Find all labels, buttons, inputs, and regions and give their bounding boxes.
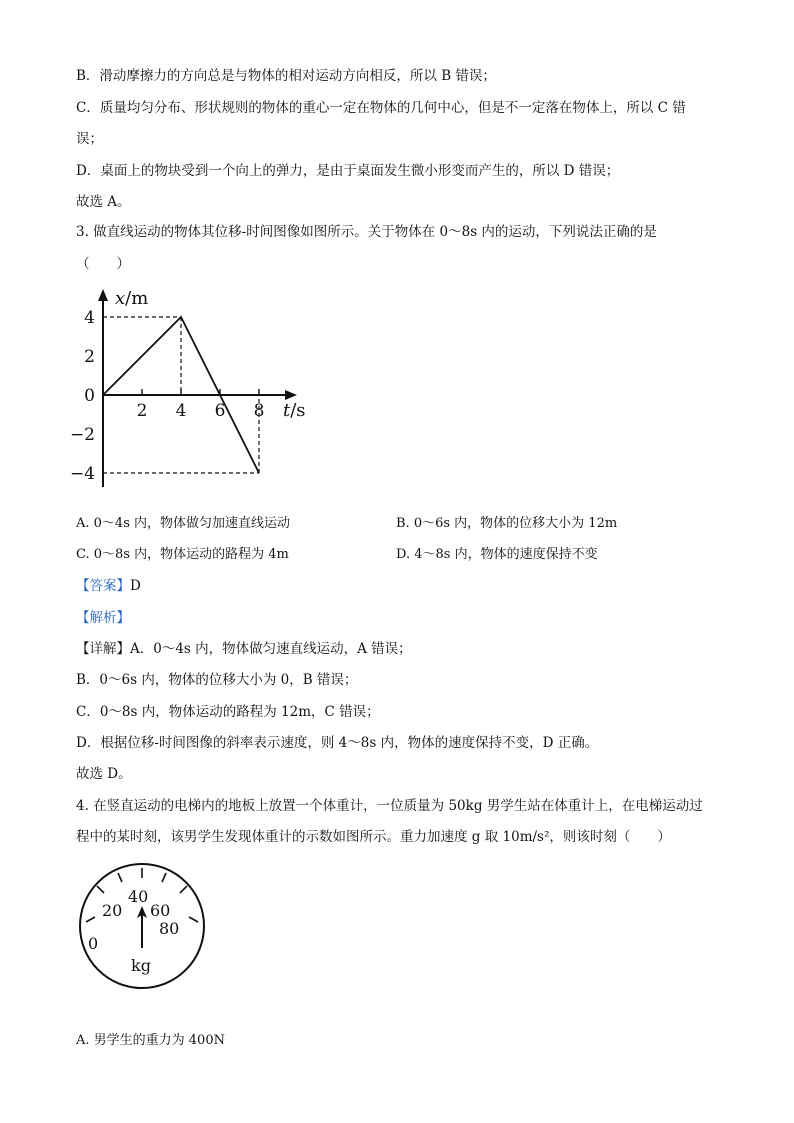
y-tick-label: 2	[84, 347, 95, 367]
x-axis-var: t	[283, 400, 291, 421]
prev-option-c-line-2: 误；	[76, 131, 103, 147]
dial-tick	[189, 917, 198, 922]
q4-option-a: A. 男学生的重力为 400N	[76, 1033, 225, 1048]
prev-option-d-line: D．桌面上的物块受到一个向上的弹力，是由于桌面发生微小形变而产生的，所以 D 错误；	[76, 163, 620, 179]
q4-stem-2: 程中的某时刻，该男学生发现体重计的示数如图所示。重力加速度 g 取 10m/s²，则该时刻（ ）	[76, 829, 671, 845]
x-axis-unit: /s	[290, 400, 306, 421]
prev-choose-line: 故选 A。	[76, 194, 131, 210]
x-axis-label	[283, 400, 306, 421]
y-tick-label: −2	[69, 425, 95, 445]
q3-option-d: D. 4～8s 内，物体的速度保持不变	[396, 547, 598, 562]
dial-tick	[86, 917, 95, 922]
dial-tick	[162, 873, 166, 882]
dial-label-40: 40	[128, 887, 149, 906]
x-tick-label: 6	[214, 401, 226, 421]
x-tick-label: 4	[175, 401, 187, 421]
dial-label-0: 0	[88, 934, 99, 953]
q3-analysis-label: 【解析】	[76, 610, 130, 626]
y-tick-label: 4	[84, 308, 95, 328]
y-axis-var: x	[115, 288, 126, 309]
dial-tick	[118, 873, 122, 882]
dial-unit: kg	[131, 956, 151, 975]
prev-option-b-line: B．滑动摩擦力的方向总是与物体的相对运动方向相反，所以 B 错误；	[76, 68, 496, 84]
detail-a-text: A．0～4s 内，物体做匀速直线运动，A 错误；	[130, 641, 412, 657]
y-axis-label	[115, 288, 148, 309]
dial-tick	[180, 886, 187, 893]
q3-detail-c: C．0～8s 内，物体运动的路程为 12m，C 错误；	[76, 704, 380, 720]
q3-answer	[76, 576, 141, 596]
x-tick-label: 8	[253, 401, 265, 421]
y-axis-unit: /m	[125, 288, 149, 309]
prev-option-c-line-1: C．质量均匀分布、形状规则的物体的重心一定在物体的几何中心，但是不一定落在物体上，所以 C 错	[76, 100, 686, 116]
q3-choose: 故选 D。	[76, 766, 132, 782]
q3-detail-a	[76, 639, 412, 659]
q4-stem-1: 4. 在竖直运动的电梯内的地板上放置一个体重计，一位质量为 50kg 男学生站在体重计上，在电梯运动过	[76, 798, 703, 814]
answer-label: 【答案】	[76, 578, 130, 594]
dial-label-20: 20	[102, 901, 123, 920]
q3-option-a: A. 0～4s 内，物体做匀加速直线运动	[76, 516, 290, 531]
q3-displacement-time-chart	[69, 285, 318, 495]
x-tick-label: 2	[136, 401, 148, 421]
answer-value: D	[130, 578, 141, 594]
detail-label: 【详解】	[76, 641, 130, 657]
y-tick-label: 0	[84, 386, 95, 406]
q3-option-c: C. 0～8s 内，物体运动的路程为 4m	[76, 547, 289, 562]
q3-paren: （ ）	[76, 256, 130, 272]
q4-scale-dial	[78, 862, 208, 992]
dial-label-80: 80	[159, 919, 180, 938]
dial-tick	[97, 886, 104, 893]
q3-stem: 3. 做直线运动的物体其位移-时间图像如图所示。关于物体在 0～8s 内的运动，下列说法正确的是	[76, 224, 657, 240]
y-axis-arrow	[98, 289, 108, 301]
q3-detail-d: D．根据位移-时间图像的斜率表示速度，则 4～8s 内，物体的速度保持不变，D 正确。	[76, 735, 599, 751]
q3-option-b: B. 0～6s 内，物体的位移大小为 12m	[396, 516, 618, 531]
y-tick-label: −4	[69, 464, 95, 484]
q3-detail-b: B．0～6s 内，物体的位移大小为 0，B 错误；	[76, 672, 358, 688]
x-axis-arrow	[285, 390, 297, 400]
dial-label-60: 60	[150, 901, 171, 920]
